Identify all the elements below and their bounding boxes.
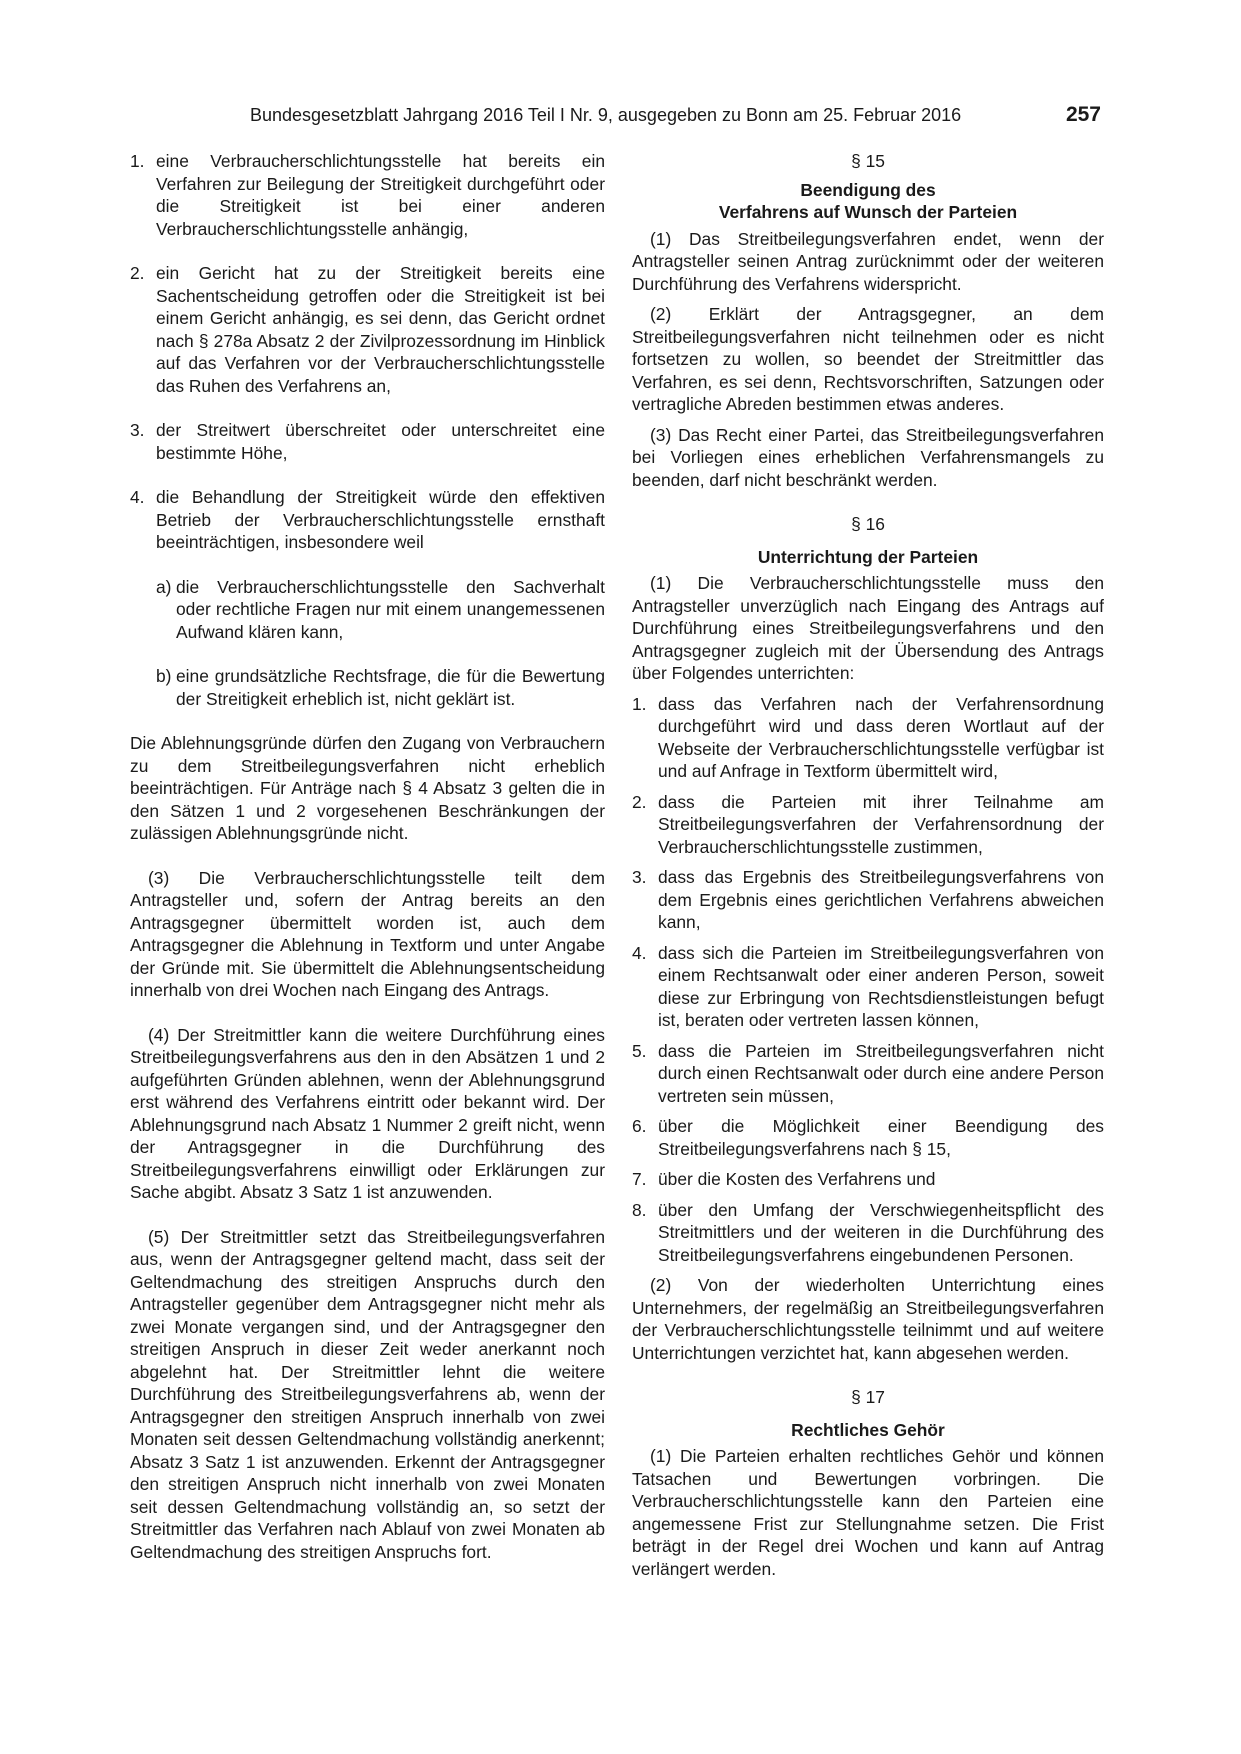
item-number: 3. [130,420,145,440]
running-header [250,100,1101,130]
section-number: § 16 [851,514,885,534]
right-column [632,150,1104,1580]
item-text: ein Gericht hat zu der Streitigkeit bereits eine Sachentscheidung getroffen oder die Streitigkeit ist bei einem Gericht anhängig, es sei denn, das Gericht ordnet nach § 278a Absatz 2 der Zivilprozessordnung im Hinblick auf das Verfahren vor der Verbraucherschlichtungsstelle das Ruhen des Verfahrens an, [156,263,605,396]
list-item [632,1040,1104,1108]
item-text: dass das Verfahren nach der Verfahrensordnung durchgeführt wird und dass deren Wortlaut auf der Webseite der Verbraucherschlichtungsstelle verfügbar ist und auf Anfrage in Textform übermittelt wird, [658,693,1104,781]
section-15 [632,150,1104,491]
list-item [632,866,1104,934]
item-text: dass das Ergebnis des Streitbeilegungsverfahrens von dem Ergebnis eines gerichtlichen Verfahrens abweichen kann, [658,867,1104,932]
sub-item-letter: b) [156,666,172,686]
item-text: eine Verbraucherschlichtungsstelle hat bereits ein Verfahren zur Beilegung der Streitigkeit durchgeführt oder die Streitigkeit ist bei einer anderen Verbraucherschlichtungsstelle anhängig, [156,151,605,239]
paragraph: (1) Die Parteien erhalten rechtliches Gehör und können Tatsachen und Bewertungen vorbringen. Die Verbraucherschlichtungsstelle kann den Parteien eine angemessene Frist zur Stellungnahme setzen. Die Frist beträgt in der Regel drei Wochen und kann auf Antrag verlängert werden. [632,1446,1104,1579]
section-number: § 15 [851,151,885,171]
list-item [632,942,1104,1032]
section-title: Verfahrens auf Wunsch der Parteien [718,202,1018,222]
item-number: 4. [632,942,647,963]
paragraph: (1) Die Verbraucherschlichtungsstelle muss den Antragsteller unverzüglich nach Eingang des Antrags auf Durchführung eines Streitbeilegungsverfahrens und den Antragsgegner zugleich mit der Übersendung des Antrags über Folgendes unterrichten: [632,573,1104,683]
item-text: über die Möglichkeit einer Beendigung des Streitbeilegungsverfahrens nach § 15, [658,1116,1104,1159]
paragraph-3: (3) Die Verbraucherschlichtungsstelle teilt dem Antragsteller und, sofern der Antrag bereits an den Antragsgegner übermittelt worden ist, auch dem Antragsgegner die Ablehnung in Textform und unter Angabe der Gründe mit. Sie übermittelt die Ablehnungsentscheidung innerhalb von drei Wochen nach Eingang des Antrags. [130,867,605,1000]
section-16 [632,513,1104,1364]
section-17 [632,1386,1104,1580]
paragraph-5: (5) Der Streitmittler setzt das Streitbeilegungsverfahren aus, wenn der Antragsgegner geltend macht, dass seit der Geltendmachung des streitigen Anspruchs durch den Antragsteller gegenüber dem Antragsgegner nicht mehr als zwei Monate vergangen sind, und der Antragsgegner den streitigen Anspruch in dieser Zeit weder anerkannt noch abgelehnt hat. Der Streitmittler lehnt die weitere Durchführung des Streitbeilegungsverfahrens ab, wenn der Antragsgegner den streitigen Anspruch innerhalb von zwei Monaten seit dessen Geltendmachung vollständig anerkennt; Absatz 3 Satz 1 ist anzuwenden. Erkennt der Antragsgegner den streitigen Anspruch nicht innerhalb von zwei Monaten seit dessen Geltendmachung vollständig an, so setzt der Streitmittler das Verfahren nach Ablauf von zwei Monaten ab Geltendmachung des streitigen Anspruchs fort. [130,1226,605,1562]
section-number: § 17 [851,1387,885,1407]
item-number: 4. [130,487,145,507]
paragraph: (3) Das Recht einer Partei, das Streitbeilegungsverfahren bei Vorliegen eines erheblichen Verfahrensmangels zu beenden, darf nicht beschränkt werden. [632,424,1104,490]
item-text: dass die Parteien im Streitbeilegungsverfahren nicht durch einen Rechtsanwalt oder durch eine andere Person vertreten sein müssen, [658,1040,1104,1106]
paragraph-ablehnungsgruende: Die Ablehnungsgründe dürfen den Zugang von Verbrauchern zu dem Streitbeilegungsverfahren nicht erheblich beeinträchtigen. Für Anträge nach § 4 Absatz 3 gelten die in den Sätzen 1 und 2 vorgesehenen Beschränkungen der zulässigen Ablehnungsgründe nicht. [130,733,605,843]
paragraph-4: (4) Der Streitmittler kann die weitere Durchführung eines Streitbeilegungsverfahrens aus den in den Absätzen 1 und 2 aufgeführten Gründen ablehnen, wenn der Ablehnungsgrund erst während des Verfahrens eintritt oder bekannt wird. Der Ablehnungsgrund nach Absatz 1 Nummer 2 greift nicht, wenn der Antragsgegner in die Durchführung des Streitbeilegungsverfahrens einwilligt oder Erklärungen zur Sache abgibt. Absatz 3 Satz 1 ist anzuwenden. [130,1024,605,1202]
section-title: Beendigung des [800,179,936,200]
list-item [632,1199,1104,1267]
page-number: 257 [1065,103,1101,126]
sub-item-text: die Verbraucherschlichtungsstelle den Sachverhalt oder rechtliche Fragen nur mit einem unangemessenen Aufwand klären kann, [176,576,605,642]
item-text: dass die Parteien mit ihrer Teilnahme am Streitbeilegungsverfahren der Verfahrensordnung der Verbraucherschlichtungsstelle zustimmen, [658,791,1104,857]
item-number: 3. [632,867,647,887]
item-text: die Behandlung der Streitigkeit würde den effektiven Betrieb der Verbraucherschlichtungsstelle ernsthaft beeinträchtigen, insbesondere weil [156,487,605,552]
section-title: Unterrichtung der Parteien [757,546,979,567]
item-text: der Streitwert überschreitet oder unterschreitet eine bestimmte Höhe, [156,420,605,463]
list-item [130,419,605,464]
list-item [130,486,605,554]
paragraph: (1) Das Streitbeilegungsverfahren endet, wenn der Antragsteller seinen Antrag zurücknimmt oder der weiteren Durchführung des Verfahrens widerspricht. [632,228,1104,294]
item-number: 2. [130,263,145,283]
item-number: 8. [632,1199,647,1220]
item-number: 7. [632,1169,647,1189]
list-item [632,791,1104,859]
item-number: 1. [632,693,647,714]
list-item [632,693,1104,783]
sub-item [130,665,605,710]
gazette-header: Bundesgesetzblatt Jahrgang 2016 Teil I Nr. 9, ausgegeben zu Bonn am 25. Februar 2016 [250,105,962,125]
paragraph: (2) Erklärt der Antragsgegner, an dem Streitbeilegungsverfahren nicht teilnehmen oder es nicht fortsetzen zu wollen, so beendet der Streitmittler das Verfahren, es sei denn, Rechtsvorschriften, Satzungen oder vertragliche Abreden bestimmen etwas anderes. [632,304,1104,414]
list-item [632,1115,1104,1160]
item-number: 6. [632,1116,647,1136]
sub-item [130,576,605,644]
item-number: 5. [632,1040,647,1061]
list-item [130,150,605,240]
item-text: dass sich die Parteien im Streitbeilegungsverfahren von einem Rechtsanwalt oder einer anderen Person, soweit diese zur Erbringung von Rechtsdienstleistungen befugt ist, beraten oder vertreten lassen können, [658,942,1104,1030]
list-item [130,262,605,397]
sub-item-text: eine grundsätzliche Rechtsfrage, die für die Bewertung der Streitigkeit erheblich ist, nicht geklärt ist. [176,666,605,709]
sub-item-letter: a) [156,576,172,597]
section-title: Rechtliches Gehör [791,1419,945,1440]
item-text: über die Kosten des Verfahrens und [658,1169,936,1189]
item-text: über den Umfang der Verschwiegenheitspflicht des Streitmittlers und der weiteren in die Durchführung des Streitbeilegungsverfahrens eingebundenen Personen. [658,1199,1104,1265]
item-number: 2. [632,791,647,812]
list-item [632,1168,1104,1191]
paragraph: (2) Von der wiederholten Unterrichtung eines Unternehmers, der regelmäßig an Streitbeilegungsverfahren der Verbraucherschlichtungsstelle teilnimmt und auf weitere Unterrichtungen verzichtet hat, kann abgesehen werden. [632,1275,1104,1363]
item-number: 1. [130,151,145,171]
left-column [130,150,605,1563]
